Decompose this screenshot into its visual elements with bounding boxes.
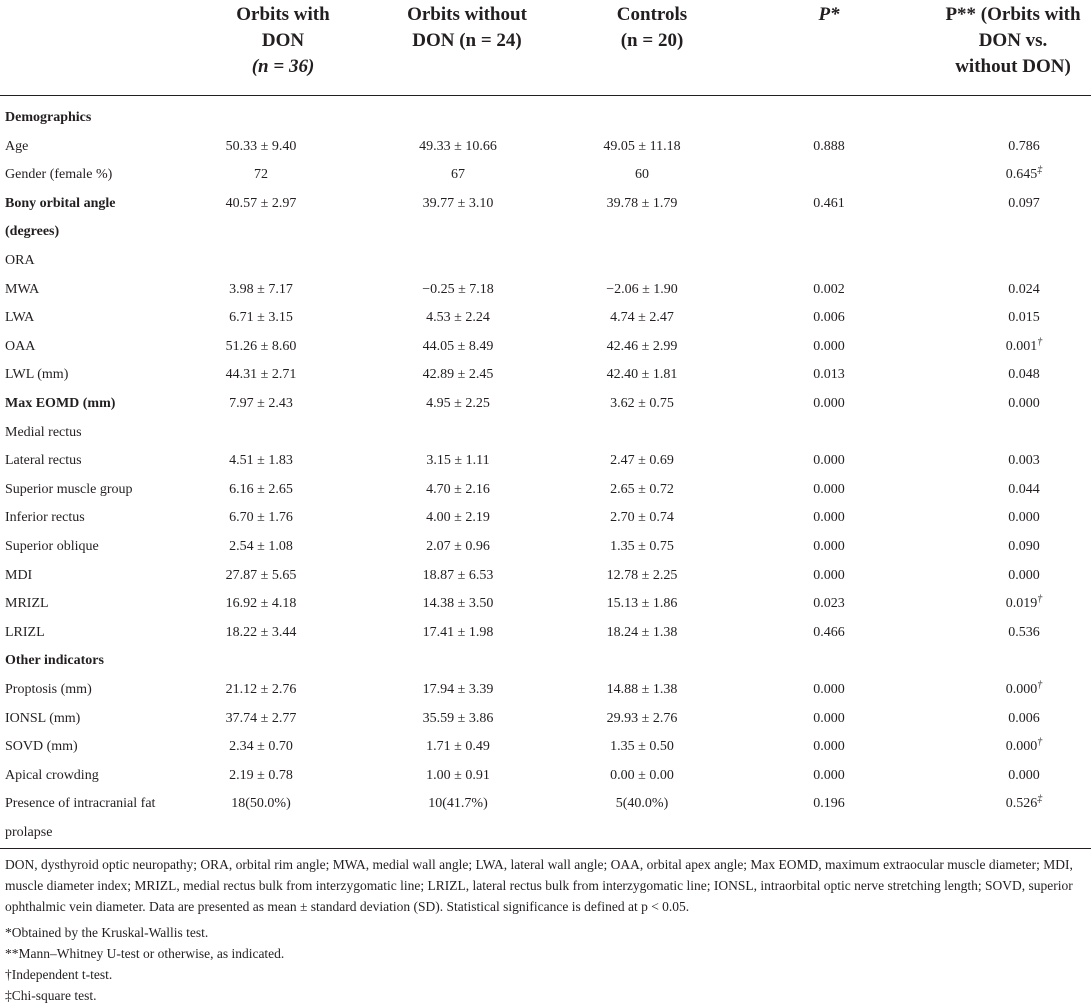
cell-c4 [761,709,897,729]
header-orbits-with-don [208,2,358,80]
cell-c5 [956,308,1091,328]
table-row [0,190,1091,219]
table-row [0,533,1091,562]
header-line: P** (Orbits with [945,4,1081,25]
header-rule [0,95,1091,96]
cell-c5 [956,623,1091,643]
row-label: SOVD (mm) [5,739,78,755]
cell-value: 49.05 ± 11.18 [603,138,681,154]
cell-value: 0.461 [813,195,845,211]
cell-c5 [956,365,1091,385]
cell-value: 27.87 ± 5.65 [225,567,297,583]
cell-c4 [761,680,897,700]
cell-c3 [574,165,710,185]
cell-c3 [574,766,710,786]
cell-value: 42.40 ± 1.81 [606,367,678,383]
cell-value: 0.000 [1005,739,1038,755]
footnote-chisquare: ‡Chi-square test. [5,988,97,1003]
cell-value: 2.07 ± 0.96 [426,539,490,554]
cell-c2 [390,594,526,614]
cell-value: 0.526 [1005,796,1038,812]
cell-c1 [193,794,329,814]
row-label: prolapse [5,825,53,840]
cell-c1 [193,709,329,729]
cell-c4 [761,480,897,500]
cell-value: 1.35 ± 0.75 [610,539,674,554]
cell-c5 [956,794,1091,814]
cell-value: 21.12 ± 2.76 [225,682,297,697]
cell-c1 [193,594,329,614]
footnote-kruskal: *Obtained by the Kruskal-Wallis test. [5,925,209,940]
cell-c4 [761,308,897,328]
cell-value: 60 [635,167,649,183]
cell-c2 [390,680,526,700]
table-row [0,562,1091,591]
row-label: OAA [5,338,36,354]
cell-c3 [574,365,710,385]
cell-value: 18(50.0%) [231,796,291,812]
cell-c3 [574,680,710,700]
table-row [0,276,1091,305]
cell-c2 [390,766,526,786]
cell-value: 42.46 ± 2.99 [606,338,678,354]
table-row [0,647,1091,676]
cell-c4 [761,537,897,557]
cell-value: 49.33 ± 10.66 [419,138,497,154]
cell-value: 15.13 ± 1.86 [606,596,678,612]
header-line: (n = 20) [620,30,684,51]
cell-value: 67 [451,167,465,183]
header-line: (n = 36) [251,56,315,77]
cell-value: 16.92 ± 4.18 [225,596,297,612]
cell-value: 51.26 ± 8.60 [225,338,297,354]
cell-value: 14.38 ± 3.50 [422,596,494,612]
cell-value: 0.000 [1005,682,1038,697]
cell-value: 0.000 [813,739,845,755]
header-p-mannwhitney [938,2,1088,80]
cell-value: 0.000 [813,338,845,354]
cell-c1 [193,480,329,500]
cell-c1 [193,137,329,157]
cell-c2 [390,709,526,729]
table-row [0,333,1091,362]
cell-value: 40.57 ± 2.97 [225,195,297,211]
cell-c3 [574,480,710,500]
cell-c4 [761,594,897,614]
cell-c5 [956,394,1091,414]
table-row [0,705,1091,734]
row-label: MDI [5,567,33,583]
cell-value: 0.000 [1008,396,1040,411]
header-line: P* [818,4,840,25]
cell-c4 [761,451,897,471]
row-label: LWA [5,310,35,326]
table-row [0,104,1091,133]
cell-value: 3.15 ± 1.11 [426,453,490,469]
cell-c3 [574,280,710,300]
cell-c1 [193,508,329,528]
cell-value: 2.65 ± 0.72 [610,481,674,497]
cell-value: 0.00 ± 0.00 [610,767,674,783]
significance-marker: ‡ [1037,793,1043,805]
cell-c1 [193,280,329,300]
cell-c5 [956,137,1091,157]
cell-value: 0.044 [1008,481,1040,497]
row-label: LRIZL [5,624,45,640]
cell-value: 0.196 [813,796,845,812]
cell-value: 50.33 ± 9.40 [225,138,297,154]
cell-value: 17.94 ± 3.39 [422,682,494,697]
cell-c4 [761,137,897,157]
cell-value: 29.93 ± 2.76 [606,710,678,726]
cell-c5 [956,537,1091,557]
cell-value: 0.019 [1005,596,1038,612]
table-bottom-rule [0,848,1091,849]
cell-value: 37.74 ± 2.77 [225,710,297,726]
header-orbits-without-don [392,2,542,54]
cell-value: 0.536 [1008,624,1040,640]
header-line: DON (n = 24) [412,30,522,51]
cell-value: 0.000 [813,510,845,526]
cell-value: 44.31 ± 2.71 [225,367,297,383]
cell-c1 [193,308,329,328]
header-p-kruskal [784,2,874,28]
cell-c3 [574,737,710,757]
cell-value: 0.097 [1008,195,1040,211]
cell-value: 0.000 [813,682,845,697]
row-label: Presence of intracranial fat [5,796,156,812]
cell-value: 0.006 [1008,710,1040,726]
cell-c2 [390,394,526,414]
table-row [0,161,1091,190]
cell-c3 [574,623,710,643]
cell-c5 [956,594,1091,614]
cell-value: 35.59 ± 3.86 [422,710,494,726]
abbreviations-footnote: DON, dysthyroid optic neuropathy; ORA, orbital rim angle; MWA, medial wall angle; LWA, lateral wall angle; OAA, orbital apex angle; Max EOMD, maximum extraocular muscle diameter; MDI, muscle diameter index; MRIZL, medial rectus bulk from interzygomatic line; LRIZL, lateral rectus bulk from interzygomatic line; IONSL, intraorbital optic nerve stretching length; SOVD, superior ophthalmic vein diameter. Data are presented as mean ± standard deviation (SD). Statistical significance is defined at p < 0.05. [5,857,1073,914]
cell-value: 6.71 ± 3.15 [229,310,293,326]
cell-c4 [761,194,897,214]
cell-value: 0.013 [813,367,845,383]
cell-value: 17.41 ± 1.98 [422,624,494,640]
table-row [0,790,1091,819]
cell-value: 1.71 ± 0.49 [426,739,490,755]
row-label: Demographics [5,110,92,125]
cell-c1 [193,451,329,471]
cell-c2 [390,365,526,385]
cell-value: 0.000 [813,767,845,783]
cell-value: 0.002 [813,281,845,297]
significance-marker: ‡ [1037,164,1043,176]
significance-marker: † [1037,336,1043,348]
row-label: Superior oblique [5,539,99,554]
cell-c2 [390,623,526,643]
cell-c2 [390,280,526,300]
cell-value: 1.35 ± 0.50 [610,739,674,755]
cell-value: 0.000 [1008,567,1040,583]
cell-value: 39.78 ± 1.79 [606,195,678,211]
cell-c4 [761,337,897,357]
cell-value: 0.006 [813,310,845,326]
cell-c3 [574,451,710,471]
table-row [0,390,1091,419]
cell-c4 [761,365,897,385]
cell-c4 [761,766,897,786]
cell-c3 [574,394,710,414]
cell-c3 [574,594,710,614]
table-row [0,619,1091,648]
cell-value: 0.048 [1008,367,1040,383]
cell-c2 [390,451,526,471]
table-row [0,247,1091,276]
cell-value: −0.25 ± 7.18 [422,281,494,297]
cell-c5 [956,337,1091,357]
table-row [0,476,1091,505]
table-row [0,304,1091,333]
cell-c3 [574,337,710,357]
header-line: DON vs. [978,30,1048,51]
cell-c5 [956,709,1091,729]
cell-value: 0.466 [813,624,845,640]
header-controls [577,2,727,54]
cell-value: 3.62 ± 0.75 [610,396,674,411]
header-line: without DON) [955,56,1071,77]
cell-c1 [193,337,329,357]
cell-c2 [390,308,526,328]
row-label: Apical crowding [5,767,99,783]
significance-marker: † [1037,593,1043,605]
cell-c2 [390,566,526,586]
cell-c5 [956,165,1091,185]
row-label: IONSL (mm) [5,710,81,726]
cell-value: 2.47 ± 0.69 [610,453,674,469]
cell-value: 6.70 ± 1.76 [229,510,293,526]
row-label: Lateral rectus [5,453,82,469]
footnote-ttest: †Independent t-test. [5,967,113,982]
cell-c3 [574,709,710,729]
cell-c4 [761,623,897,643]
cell-c3 [574,508,710,528]
cell-c2 [390,508,526,528]
cell-c1 [193,165,329,185]
cell-value: 0.888 [813,138,845,154]
cell-c5 [956,480,1091,500]
cell-c4 [761,566,897,586]
table-row [0,819,1091,848]
cell-value: 0.000 [1008,767,1040,783]
cell-c3 [574,537,710,557]
cell-value: 0.000 [813,396,845,411]
cell-c2 [390,480,526,500]
table-row [0,361,1091,390]
cell-value: 0.786 [1008,138,1040,154]
cell-c3 [574,566,710,586]
cell-c3 [574,308,710,328]
cell-value: 0.024 [1008,281,1040,297]
cell-value: 18.87 ± 6.53 [422,567,494,583]
cell-c1 [193,394,329,414]
cell-value: 1.00 ± 0.91 [426,767,490,783]
cell-c5 [956,451,1091,471]
cell-c4 [761,794,897,814]
cell-value: 7.97 ± 2.43 [229,396,293,411]
row-label: Medial rectus [5,424,82,440]
cell-value: 18.24 ± 1.38 [606,624,678,640]
row-label: Inferior rectus [5,510,85,526]
row-label: Bony orbital angle [5,195,116,211]
cell-c5 [956,280,1091,300]
cell-value: 4.95 ± 2.25 [426,396,490,411]
cell-value: 0.023 [813,596,845,612]
cell-value: 2.54 ± 1.08 [229,539,293,554]
cell-value: 2.70 ± 0.74 [610,510,674,526]
cell-value: 4.70 ± 2.16 [426,481,490,497]
row-label: ORA [5,253,35,268]
cell-c4 [761,508,897,528]
header-line: DON [261,30,305,51]
cell-c1 [193,737,329,757]
cell-c5 [956,508,1091,528]
cell-c2 [390,165,526,185]
table-row [0,676,1091,705]
row-label: Max EOMD (mm) [5,396,116,411]
cell-c5 [956,737,1091,757]
cell-c2 [390,137,526,157]
row-label: Superior muscle group [5,481,133,497]
header-line: Controls [616,4,688,25]
cell-value: 14.88 ± 1.38 [606,682,678,697]
row-label: MRIZL [5,596,49,612]
footnote-mannwhitney: **Mann–Whitney U-test or otherwise, as indicated. [5,946,285,961]
table-row [0,447,1091,476]
table-row [0,133,1091,162]
header-line: Orbits without [407,4,527,25]
row-label: (degrees) [5,224,60,240]
cell-value: 72 [254,167,268,183]
cell-c2 [390,794,526,814]
cell-c1 [193,537,329,557]
cell-value: 0.000 [1008,510,1040,526]
cell-value: 42.89 ± 2.45 [422,367,494,383]
table-row [0,218,1091,247]
cell-c1 [193,766,329,786]
cell-value: 0.000 [813,481,845,497]
cell-c4 [761,394,897,414]
table-row [0,762,1091,791]
cell-value: 4.53 ± 2.24 [426,310,490,326]
cell-value: 6.16 ± 2.65 [229,481,293,497]
cell-value: 18.22 ± 3.44 [225,624,297,640]
cell-c5 [956,680,1091,700]
header-line: Orbits with [236,4,330,25]
cell-value: 10(41.7%) [428,796,488,812]
cell-c1 [193,680,329,700]
cell-c2 [390,737,526,757]
cell-c2 [390,537,526,557]
cell-c1 [193,566,329,586]
cell-value: 2.19 ± 0.78 [229,767,293,783]
cell-c5 [956,766,1091,786]
cell-value: 5(40.0%) [615,796,669,812]
table-row [0,504,1091,533]
cell-value: 4.74 ± 2.47 [610,310,674,326]
cell-value: 4.00 ± 2.19 [426,510,490,526]
significance-marker: † [1037,736,1043,748]
cell-value: 0.000 [813,453,845,469]
cell-c1 [193,194,329,214]
cell-value: 12.78 ± 2.25 [606,567,678,583]
row-label: Age [5,138,29,154]
row-label: Other indicators [5,653,104,669]
row-label: Gender (female %) [5,167,113,183]
cell-c2 [390,337,526,357]
cell-value: 39.77 ± 3.10 [422,195,494,211]
table-row [0,733,1091,762]
cell-value: 0.000 [813,539,845,554]
cell-value: 0.000 [813,567,845,583]
table-row [0,590,1091,619]
cell-c1 [193,623,329,643]
cell-value: 4.51 ± 1.83 [229,453,293,469]
cell-value: 0.000 [813,710,845,726]
row-label: Proptosis (mm) [5,682,92,697]
table-row [0,419,1091,448]
cell-value: 0.090 [1008,539,1040,554]
row-label: MWA [5,281,40,297]
cell-value: 0.645 [1005,167,1038,183]
cell-value: 2.34 ± 0.70 [229,739,293,755]
row-label: LWL (mm) [5,367,69,383]
cell-value: 0.001 [1005,338,1038,354]
cell-c1 [193,365,329,385]
cell-c3 [574,794,710,814]
cell-value: 3.98 ± 7.17 [229,281,293,297]
cell-c5 [956,566,1091,586]
significance-marker: † [1037,679,1043,691]
cell-c4 [761,280,897,300]
cell-value: 0.003 [1008,453,1040,469]
cell-value: −2.06 ± 1.90 [606,281,678,297]
cell-value: 44.05 ± 8.49 [422,338,494,354]
cell-c4 [761,737,897,757]
cell-c3 [574,137,710,157]
cell-c3 [574,194,710,214]
cell-c2 [390,194,526,214]
cell-value: 0.015 [1008,310,1040,326]
cell-c5 [956,194,1091,214]
